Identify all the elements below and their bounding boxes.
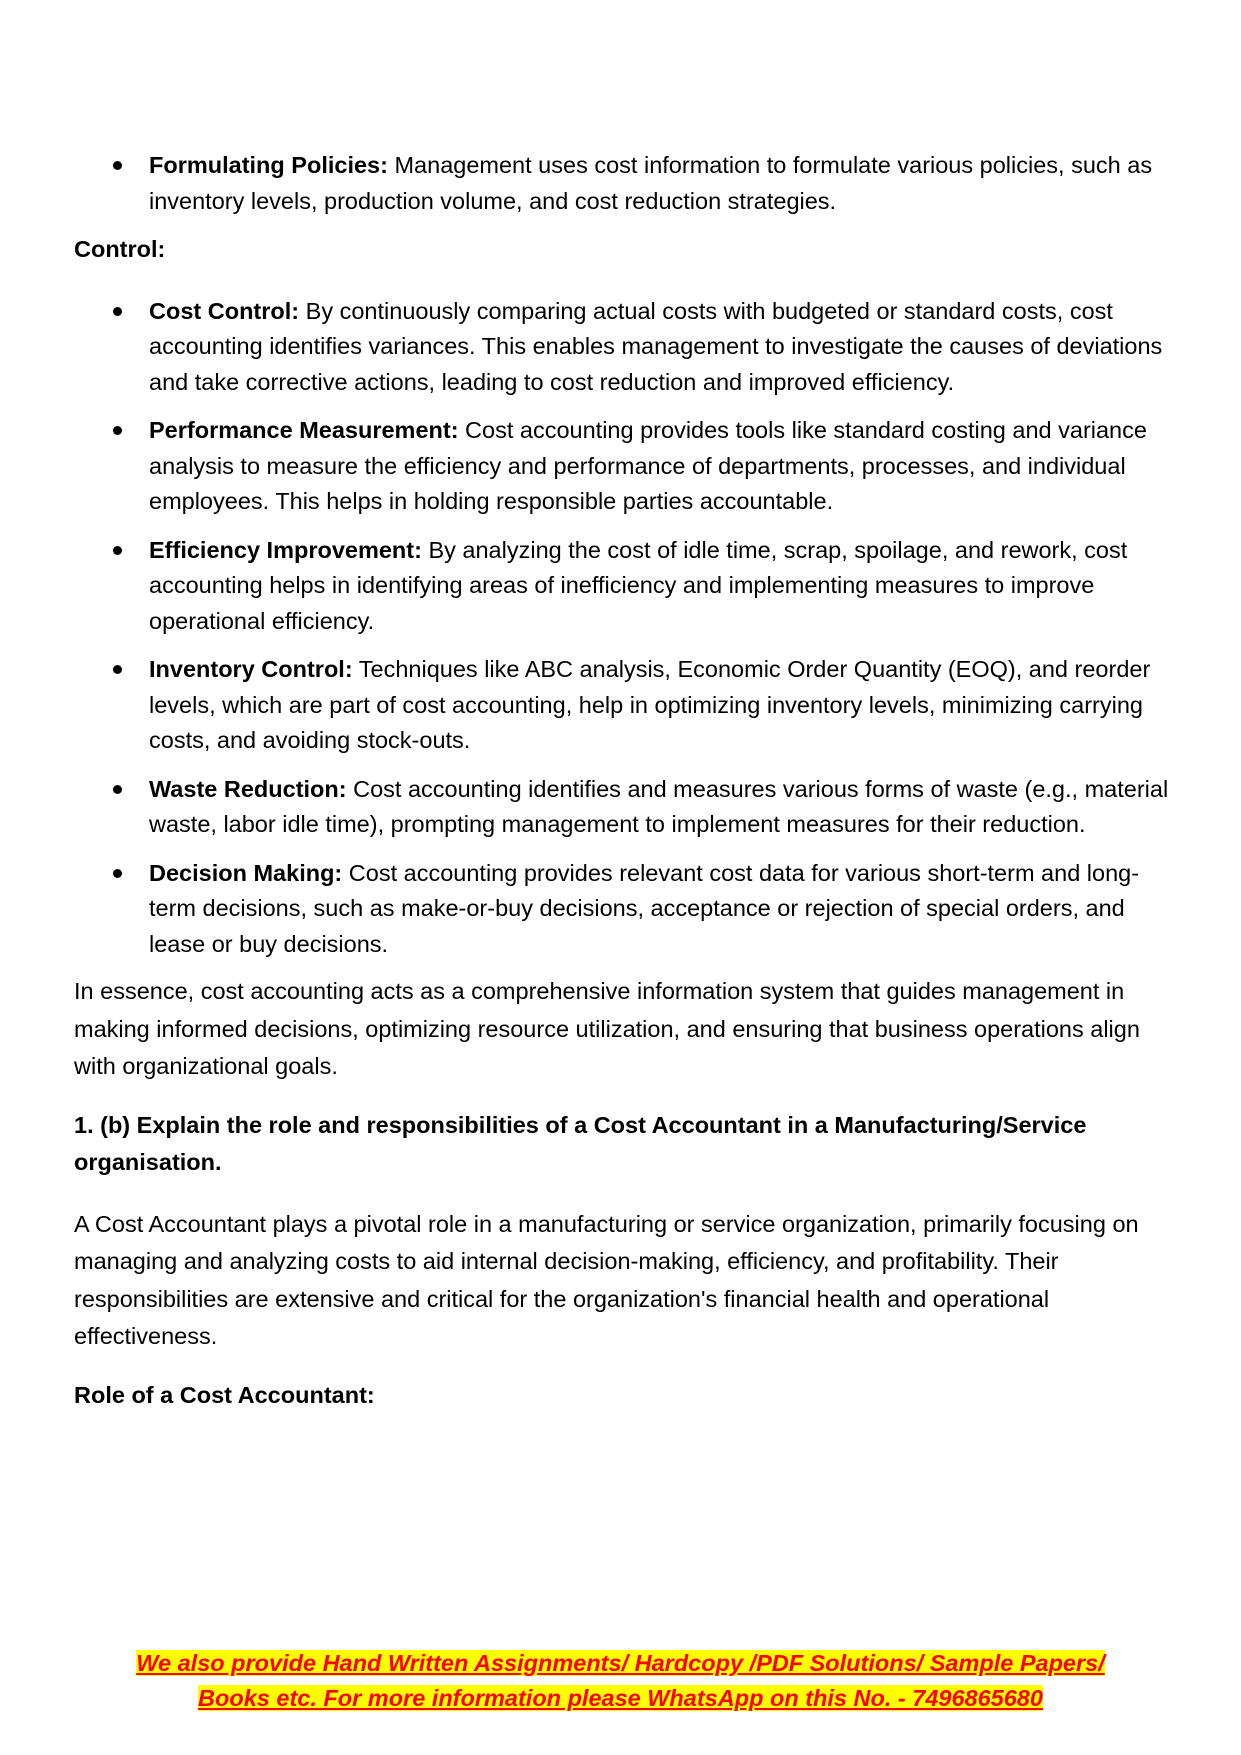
bullet-text: Techniques like ABC analysis, Economic Order Quantity (EOQ), and reorder levels, which are part of cost accounting, help in optimizing inventory levels, minimizing carrying costs, and avoiding stock-outs. xyxy=(149,656,1151,753)
bullet-term: Inventory Control: xyxy=(149,656,353,682)
document-content xyxy=(74,148,1184,1413)
bullet-term: Decision Making: xyxy=(149,859,343,886)
top-bullet-list xyxy=(74,148,1184,219)
control-bullet-list xyxy=(74,294,1184,963)
bullet-text: Management uses cost information to formulate various policies, such as inventory levels, production volume, and cost reduction strategies. xyxy=(149,152,1153,214)
footer-advert xyxy=(0,1646,1241,1716)
list-item xyxy=(74,652,1184,759)
bullet-text: By analyzing the cost of idle time, scrap, spoilage, and rework, cost accounting helps in identifying areas of inefficiency and implementing measures to improve operational efficiency. xyxy=(149,536,1128,634)
list-item xyxy=(74,148,1184,219)
bullet-term: Efficiency Improvement: xyxy=(149,536,422,563)
footer-line-1: We also provide Hand Written Assignments/ Hardcopy /PDF Solutions/ Sample Papers/ xyxy=(136,1650,1105,1676)
bullet-text: By continuously comparing actual costs with budgeted or standard costs, cost accounting identifies variances. This enables management to investigate the causes of deviations and take corrective actions, leading to cost reduction and improved efficiency. xyxy=(149,297,1163,395)
list-item xyxy=(74,533,1184,640)
list-item xyxy=(74,413,1184,520)
role-heading: Role of a Cost Accountant: xyxy=(74,1381,375,1408)
list-item xyxy=(74,294,1184,401)
footer-line-2: Books etc. For more information please WhatsApp on this No. - 7496865680 xyxy=(198,1685,1043,1711)
question-heading: 1. (b) Explain the role and responsibilities of a Cost Accountant in a Manufacturing/Service organisation. xyxy=(74,1111,1087,1175)
bullet-term: Formulating Policies: xyxy=(149,152,388,178)
bullet-text: Cost accounting provides tools like standard costing and variance analysis to measure the efficiency and performance of departments, processes, and individual employees. This helps in holding responsible parties accountable. xyxy=(149,417,1147,514)
list-item xyxy=(74,772,1184,843)
essence-paragraph: In essence, cost accounting acts as a comprehensive information system that guides management in making informed decisions, optimizing resource utilization, and ensuring that business operations align with organizational goals. xyxy=(74,978,1140,1079)
bullet-text: Cost accounting identifies and measures various forms of waste (e.g., material waste, labor idle time), prompting management to implement measures for their reduction. xyxy=(149,775,1169,837)
bullet-term: Waste Reduction: xyxy=(149,775,347,802)
bullet-term: Performance Measurement: xyxy=(149,417,459,443)
control-heading: Control: xyxy=(74,236,166,262)
bullet-term: Cost Control: xyxy=(149,297,300,324)
bullet-text: Cost accounting provides relevant cost data for various short-term and long-term decisions, such as make-or-buy decisions, acceptance or rejection of special orders, and lease or buy decisions. xyxy=(149,859,1140,957)
intro-paragraph: A Cost Accountant plays a pivotal role in a manufacturing or service organization, primarily focusing on managing and analyzing costs to aid internal decision-making, efficiency, and profitability. Their responsibilities are extensive and critical for the organization's financial health and operational effectiveness. xyxy=(74,1210,1139,1349)
list-item xyxy=(74,856,1184,963)
